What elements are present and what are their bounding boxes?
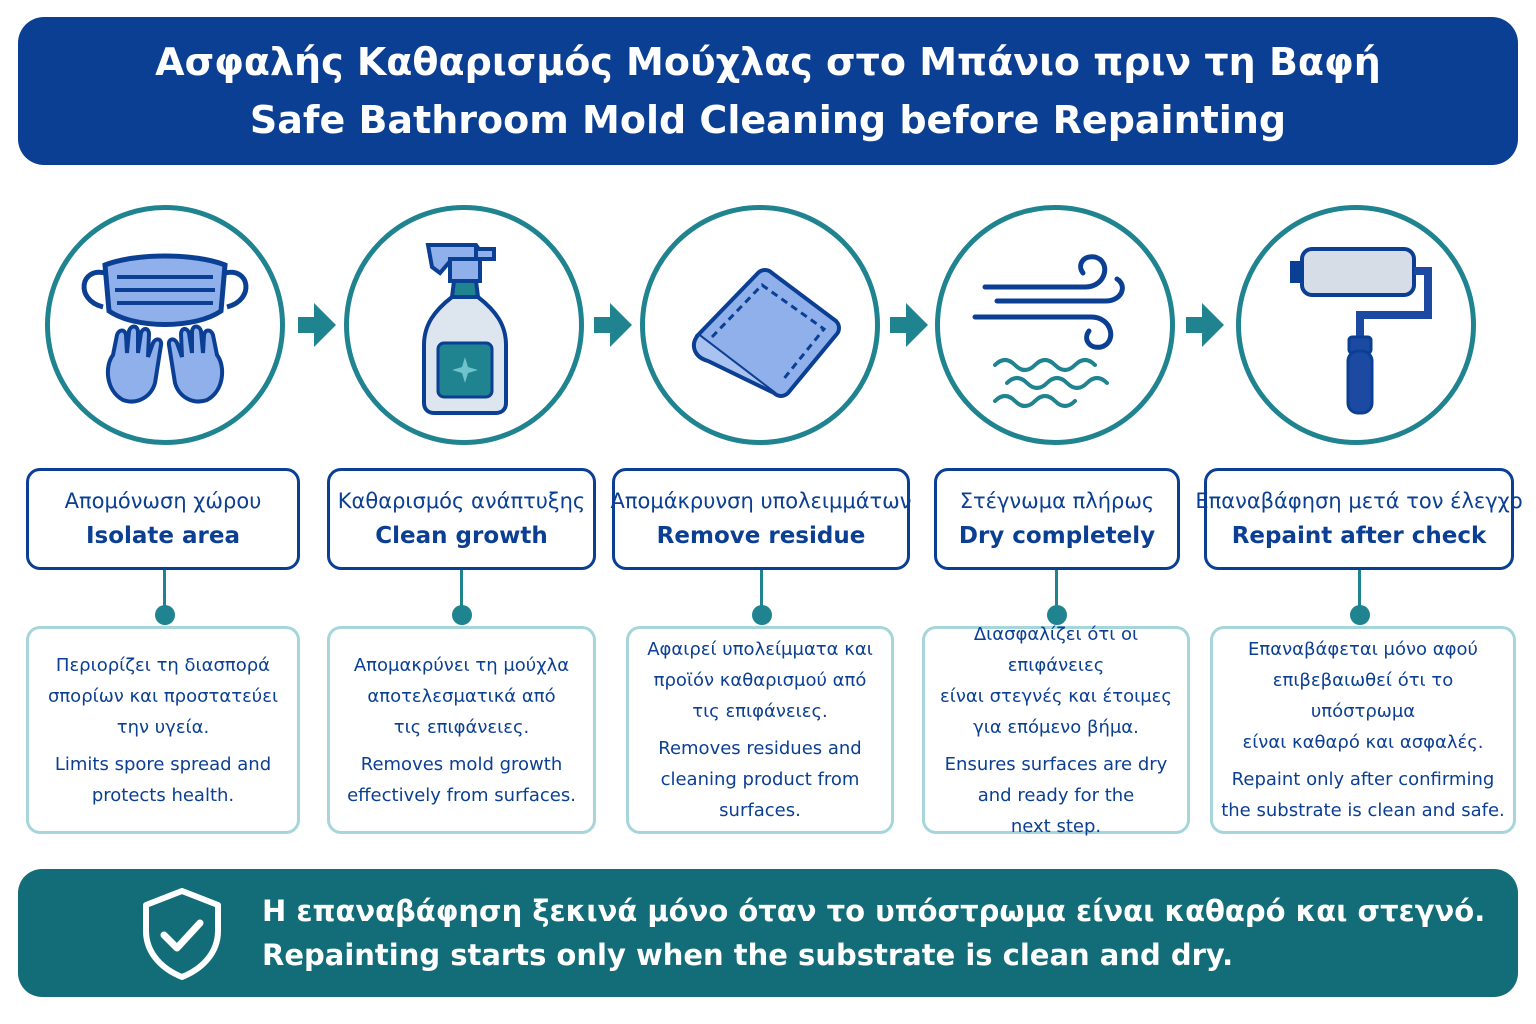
step-4-description — [922, 623, 1190, 837]
step-1-description — [26, 626, 300, 834]
step-label-english: Repaint after check — [1231, 523, 1487, 549]
description-line: επιβεβαιωθεί ότι το υπόστρωμα — [1272, 670, 1454, 722]
description-line: effectively from surfaces. — [347, 784, 576, 806]
step-2-icon-circle — [344, 205, 584, 445]
step-3-description — [626, 626, 894, 834]
title-greek: Ασφαλής Καθαρισμός Μούχλας στο Μπάνιο πριν τη Βαφή — [155, 40, 1381, 84]
description-english — [55, 749, 271, 811]
description-line: surfaces. — [719, 800, 801, 821]
step-5-label — [1195, 468, 1523, 570]
description-line: Διασφαλίζει ότι οι επιφάνειες — [973, 623, 1139, 676]
description-line: Ensures surfaces are dry — [944, 753, 1168, 775]
step-label-greek: Απομόνωση χώρου — [64, 489, 262, 513]
description-english — [945, 749, 1168, 842]
footer-banner — [18, 869, 1518, 997]
description-line: Repaint only after confirming — [1231, 769, 1495, 790]
connector-line — [163, 570, 166, 610]
description-greek — [1221, 634, 1505, 758]
step-4-icon-circle — [935, 205, 1175, 445]
step-4-label — [934, 468, 1180, 570]
description-line: είναι καθαρό και ασφαλές. — [1242, 732, 1484, 753]
description-english — [658, 733, 861, 826]
step-5-icon-circle — [1236, 205, 1476, 445]
step-label-english: Isolate area — [85, 523, 241, 549]
description-line: protects health. — [91, 784, 235, 806]
step-3-icon-circle — [640, 205, 880, 445]
connector-line — [760, 570, 763, 610]
air-flow-icon — [955, 225, 1155, 425]
arrow-right-icon — [1186, 299, 1226, 351]
description-line: cleaning product from — [660, 769, 860, 790]
paint-roller-icon — [1256, 225, 1456, 425]
description-line: Περιορίζει τη διασπορά — [55, 654, 271, 676]
description-line: την υγεία. — [116, 716, 210, 738]
arrow-right-icon — [298, 299, 338, 351]
connector-dot — [1350, 605, 1370, 625]
description-line: Limits spore spread and — [54, 753, 272, 775]
step-label-english: Dry completely — [958, 523, 1156, 549]
description-line: Αφαιρεί υπολείμματα και — [647, 639, 873, 660]
step-label-english: Remove residue — [656, 523, 866, 549]
connector-dot — [452, 605, 472, 625]
footer-message — [262, 889, 1485, 977]
shield-check-icon — [136, 885, 228, 981]
description-line: next step. — [1010, 815, 1102, 837]
title-banner — [18, 17, 1518, 165]
description-line: προϊόν καθαρισμού από — [653, 670, 867, 691]
mask-gloves-icon — [65, 225, 265, 425]
step-2-label — [327, 468, 596, 570]
description-greek — [48, 650, 278, 743]
connector-dot — [155, 605, 175, 625]
description-line: and ready for the — [977, 784, 1135, 806]
cloth-icon — [660, 225, 860, 425]
step-label-greek: Επαναβάφηση μετά τον έλεγχο — [1195, 489, 1523, 513]
description-line: αποτελεσματικά από — [367, 685, 556, 707]
description-line: για επόμενο βήμα. — [973, 716, 1139, 738]
step-1-label — [26, 468, 300, 570]
step-1-icon-circle — [45, 205, 285, 445]
connector-line — [460, 570, 463, 610]
description-line: Removes residues and — [658, 738, 862, 759]
description-line: σπορίων και προστατεύει — [47, 685, 279, 707]
description-line: είναι στεγνές και έτοιμες — [940, 685, 1172, 707]
description-greek — [354, 650, 569, 743]
arrow-right-icon — [594, 299, 634, 351]
description-line: Removes mold growth — [360, 753, 563, 775]
step-5-description — [1210, 626, 1516, 834]
connector-dot — [752, 605, 772, 625]
connector-line — [1358, 570, 1361, 610]
description-line: the substrate is clean and safe. — [1221, 800, 1505, 821]
description-greek — [933, 619, 1179, 743]
step-label-english: Clean growth — [375, 523, 548, 549]
step-label-greek: Στέγνωμα πλήρως — [959, 489, 1155, 513]
step-label-greek: Απομάκρυνση υπολειμμάτων — [610, 489, 912, 513]
footer-text-greek: Η επαναβάφηση ξεκινά μόνο όταν το υπόστρωμα είναι καθαρό και στεγνό. — [262, 894, 1486, 928]
footer-text-english: Repainting starts only when the substrate is clean and dry. — [262, 938, 1234, 972]
step-label-greek: Καθαρισμός ανάπτυξης — [337, 489, 586, 513]
description-greek — [647, 634, 873, 727]
description-line: τις επιφάνειες. — [692, 701, 828, 722]
title-english: Safe Bathroom Mold Cleaning before Repainting — [249, 98, 1287, 142]
description-line: τις επιφάνειες. — [393, 716, 530, 738]
spray-bottle-icon — [364, 225, 564, 425]
step-2-description — [327, 626, 596, 834]
connector-line — [1055, 570, 1058, 610]
step-3-label — [612, 468, 910, 570]
description-english — [347, 749, 576, 811]
description-line: Επαναβάφεται μόνο αφού — [1248, 639, 1478, 660]
description-english — [1221, 764, 1505, 826]
arrow-right-icon — [890, 299, 930, 351]
description-line: Απομακρύνει τη μούχλα — [353, 654, 570, 676]
